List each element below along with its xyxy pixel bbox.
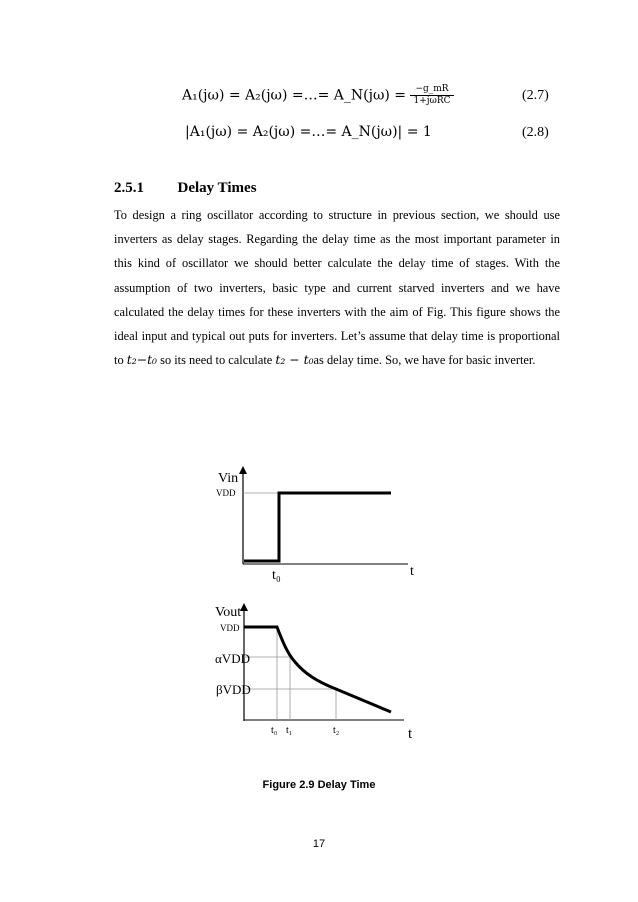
paragraph-text-3: as delay time. So, we have for basic inverter.: [313, 353, 536, 368]
vin-label: Vin: [218, 471, 239, 486]
vout-t1-label: t₁: [286, 725, 293, 736]
equation-2-8: |A₁(jω) = A₂(jω) =…= A_N(jω)| = 1: [185, 124, 432, 140]
vout-label: Vout: [215, 605, 242, 620]
section-title: Delay Times: [177, 180, 257, 196]
equation-2-7-numerator: −g_mR: [410, 84, 453, 96]
vout-t2-label: t₂: [333, 725, 340, 736]
vout-beta-label: βVDD: [216, 682, 251, 697]
equation-2-7-lhs: A₁(jω) = A₂(jω) =…= A_N(jω) =: [182, 87, 407, 104]
vin-x-label: t: [410, 564, 414, 579]
paragraph-math-2: t₂ − t₀: [275, 352, 314, 368]
paragraph-math-1: t₂−t₀: [126, 352, 158, 368]
input-waveform-plot: [216, 466, 414, 583]
page-number: 17: [312, 838, 326, 850]
vin-step-waveform: [244, 493, 391, 561]
vout-alpha-label: αVDD: [215, 651, 250, 666]
vout-vdd-label: VDD: [220, 623, 240, 633]
equation-2-7-number: (2.7): [522, 88, 549, 103]
vout-t0-label: t₀: [271, 725, 278, 736]
output-waveform-plot: [215, 603, 413, 742]
paragraph-text-1: To design a ring oscillator according to structure in previous section, we should use inverters as delay stages. Regarding the delay time as the most important parameter in this kind of oscillator we should better calculate the delay time of stages. With the assumption of two inverters, basic type and current starved inverters and we have calculated the delay times for these inverters with the aim of Fig. This figure shows the ideal input and typical out puts for inverters. Let’s assume that delay time is proportional to: [114, 208, 560, 368]
vin-t0-label: t₀: [272, 568, 281, 583]
vin-vdd-label: VDD: [216, 488, 236, 498]
section-number: 2.5.1: [114, 180, 144, 196]
vout-x-label: t: [408, 726, 413, 742]
vin-y-axis-arrow-icon: [239, 466, 247, 474]
vout-discharge-waveform: [244, 627, 391, 712]
equation-2-7-denominator: 1+jωRC: [413, 96, 451, 106]
paragraph-text-2: so its need to calculate: [157, 353, 276, 368]
figure-caption: Figure 2.9 Delay Time: [262, 779, 376, 791]
equation-2-8-number: (2.8): [522, 125, 549, 140]
